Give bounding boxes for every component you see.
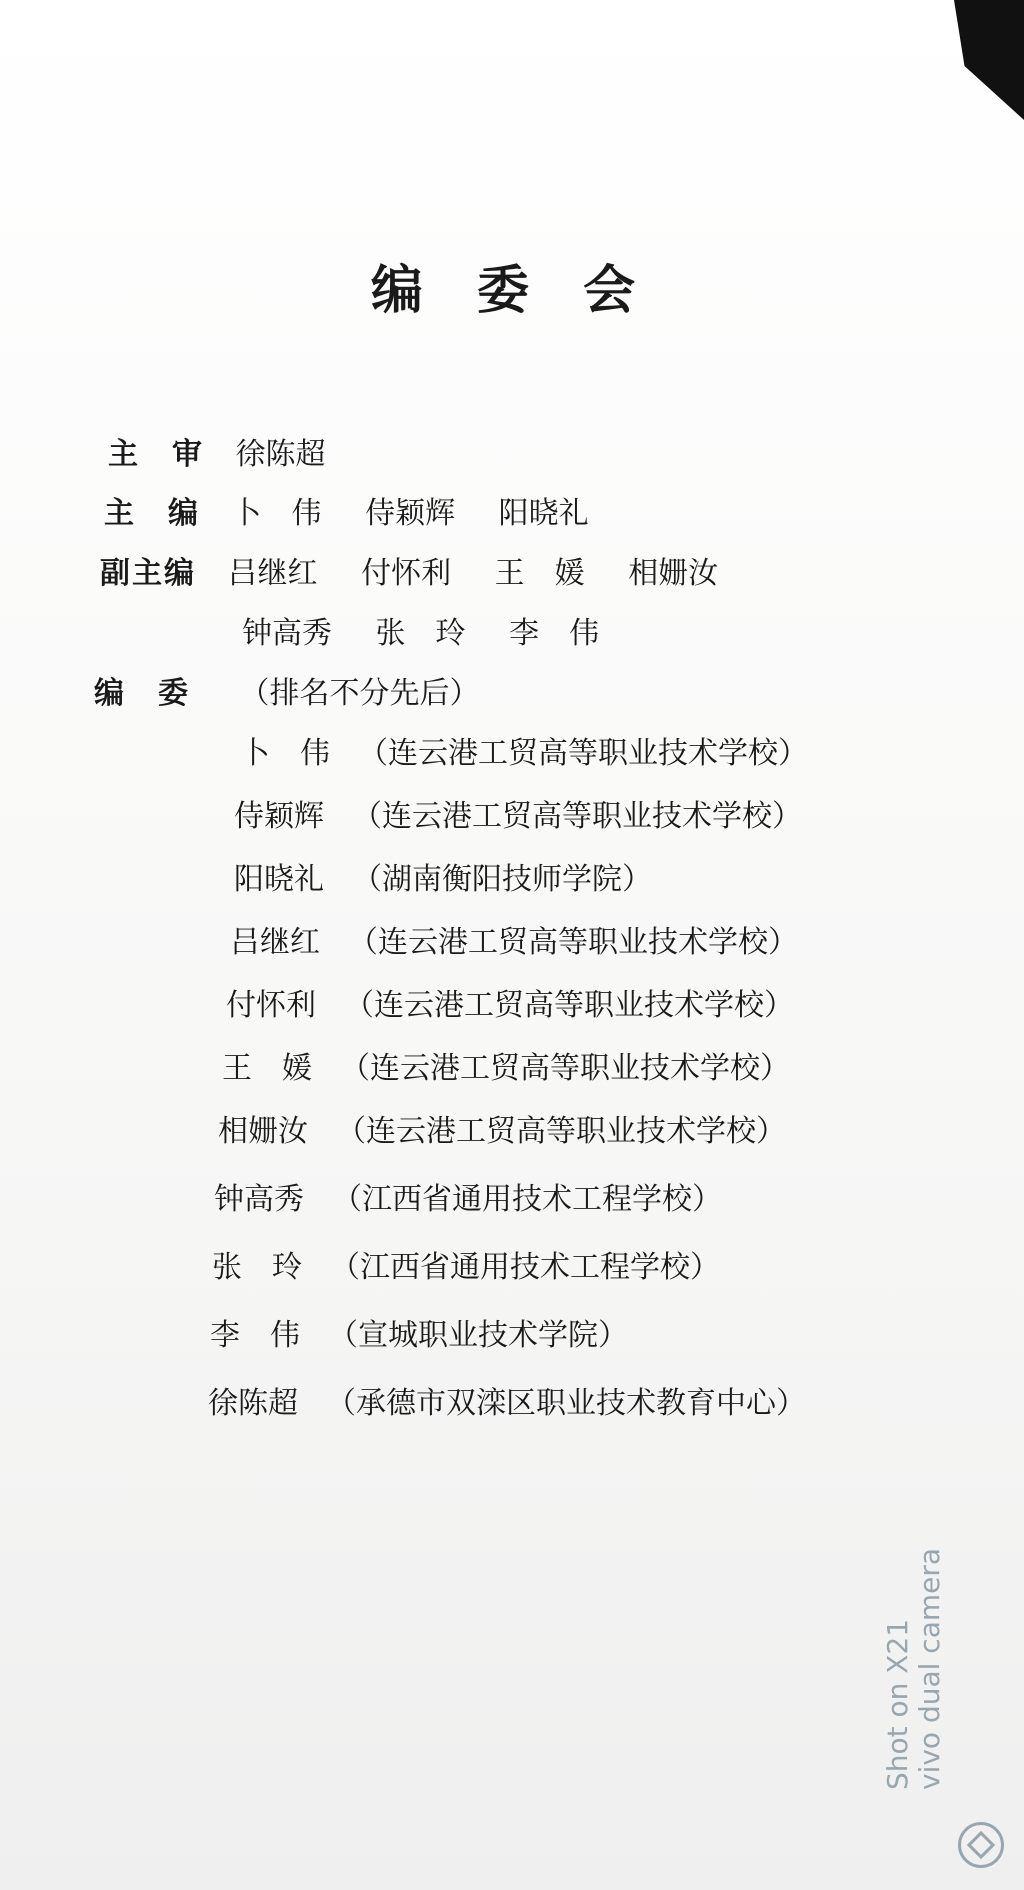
person-name: 相姗汝 — [628, 556, 719, 591]
member-affiliation: （连云港工贸高等职业技术学校） — [352, 799, 802, 834]
member-name: 钟高秀 — [214, 1182, 304, 1217]
member-name: 付怀利 — [226, 988, 316, 1023]
member-affiliation: （连云港工贸高等职业技术学校） — [344, 988, 794, 1023]
committee-member — [208, 1384, 806, 1424]
committee-member — [240, 734, 808, 774]
committee-member — [234, 797, 802, 837]
person-name: 李 伟 — [509, 616, 600, 651]
page-title: 编 委 会 — [370, 260, 654, 321]
photo-background-corner — [954, 0, 1024, 120]
person-name: 张 玲 — [375, 616, 466, 651]
committee-label: 编 委 — [94, 676, 190, 711]
person-name: 徐陈超 — [235, 437, 326, 472]
member-name: 张 玲 — [212, 1250, 302, 1285]
person-name: 吕继红 — [227, 556, 318, 591]
member-name: 王 媛 — [222, 1051, 312, 1086]
member-affiliation: （连云港工贸高等职业技术学校） — [348, 925, 798, 960]
committee-note: （排名不分先后） — [239, 676, 480, 711]
committee-member — [218, 1112, 786, 1152]
deputy-editor-row-2 — [242, 614, 633, 654]
member-name: 李 伟 — [210, 1318, 300, 1353]
committee-member — [212, 1248, 720, 1288]
person-name: 王 媛 — [494, 556, 585, 591]
chief-reviewer-row — [108, 435, 360, 475]
chief-editor-label: 主 编 — [104, 496, 200, 531]
committee-member — [214, 1180, 722, 1220]
member-name: 吕继红 — [230, 925, 320, 960]
committee-member — [230, 923, 798, 963]
chief-editor-row — [104, 494, 623, 534]
person-name: 卜 伟 — [231, 496, 322, 531]
member-affiliation: （承德市双滦区职业技术教育中心） — [326, 1386, 806, 1421]
camera-watermark — [881, 1520, 1016, 1880]
watermark-line-1: Shot on X21 — [881, 1618, 914, 1790]
member-affiliation: （宣城职业技术学院） — [328, 1318, 628, 1353]
member-name: 阳晓礼 — [234, 862, 324, 897]
committee-member — [226, 986, 794, 1026]
member-affiliation: （连云港工贸高等职业技术学校） — [340, 1051, 790, 1086]
watermark-text — [882, 1520, 946, 1790]
person-name: 钟高秀 — [242, 616, 332, 651]
committee-header-row — [94, 674, 480, 714]
chief-editor-names — [232, 496, 623, 531]
member-affiliation: （连云港工贸高等职业技术学校） — [358, 736, 808, 771]
deputy-editor-label: 副主编 — [100, 556, 196, 591]
person-name: 阳晓礼 — [498, 496, 589, 531]
committee-member — [210, 1316, 628, 1356]
committee-member — [234, 860, 652, 900]
committee-member — [222, 1049, 790, 1089]
deputy-editor-row — [100, 554, 752, 594]
member-affiliation: （连云港工贸高等职业技术学校） — [336, 1114, 786, 1149]
member-name: 侍颖辉 — [234, 799, 324, 834]
member-affiliation: （江西省通用技术工程学校） — [332, 1182, 722, 1217]
member-affiliation: （江西省通用技术工程学校） — [330, 1250, 720, 1285]
camera-logo-icon — [958, 1822, 1004, 1868]
member-name: 相姗汝 — [218, 1114, 308, 1149]
person-name: 侍颖辉 — [365, 496, 456, 531]
chief-reviewer-names — [236, 437, 360, 472]
member-name: 徐陈超 — [208, 1386, 298, 1421]
deputy-editor-names — [228, 556, 753, 591]
deputy-editor-names-2 — [242, 616, 633, 651]
member-name: 卜 伟 — [240, 736, 330, 771]
watermark-line-2: vivo dual camera — [913, 1547, 946, 1790]
chief-reviewer-label: 主 审 — [108, 437, 204, 472]
person-name: 付怀利 — [361, 556, 452, 591]
member-affiliation: （湖南衡阳技师学院） — [352, 862, 652, 897]
